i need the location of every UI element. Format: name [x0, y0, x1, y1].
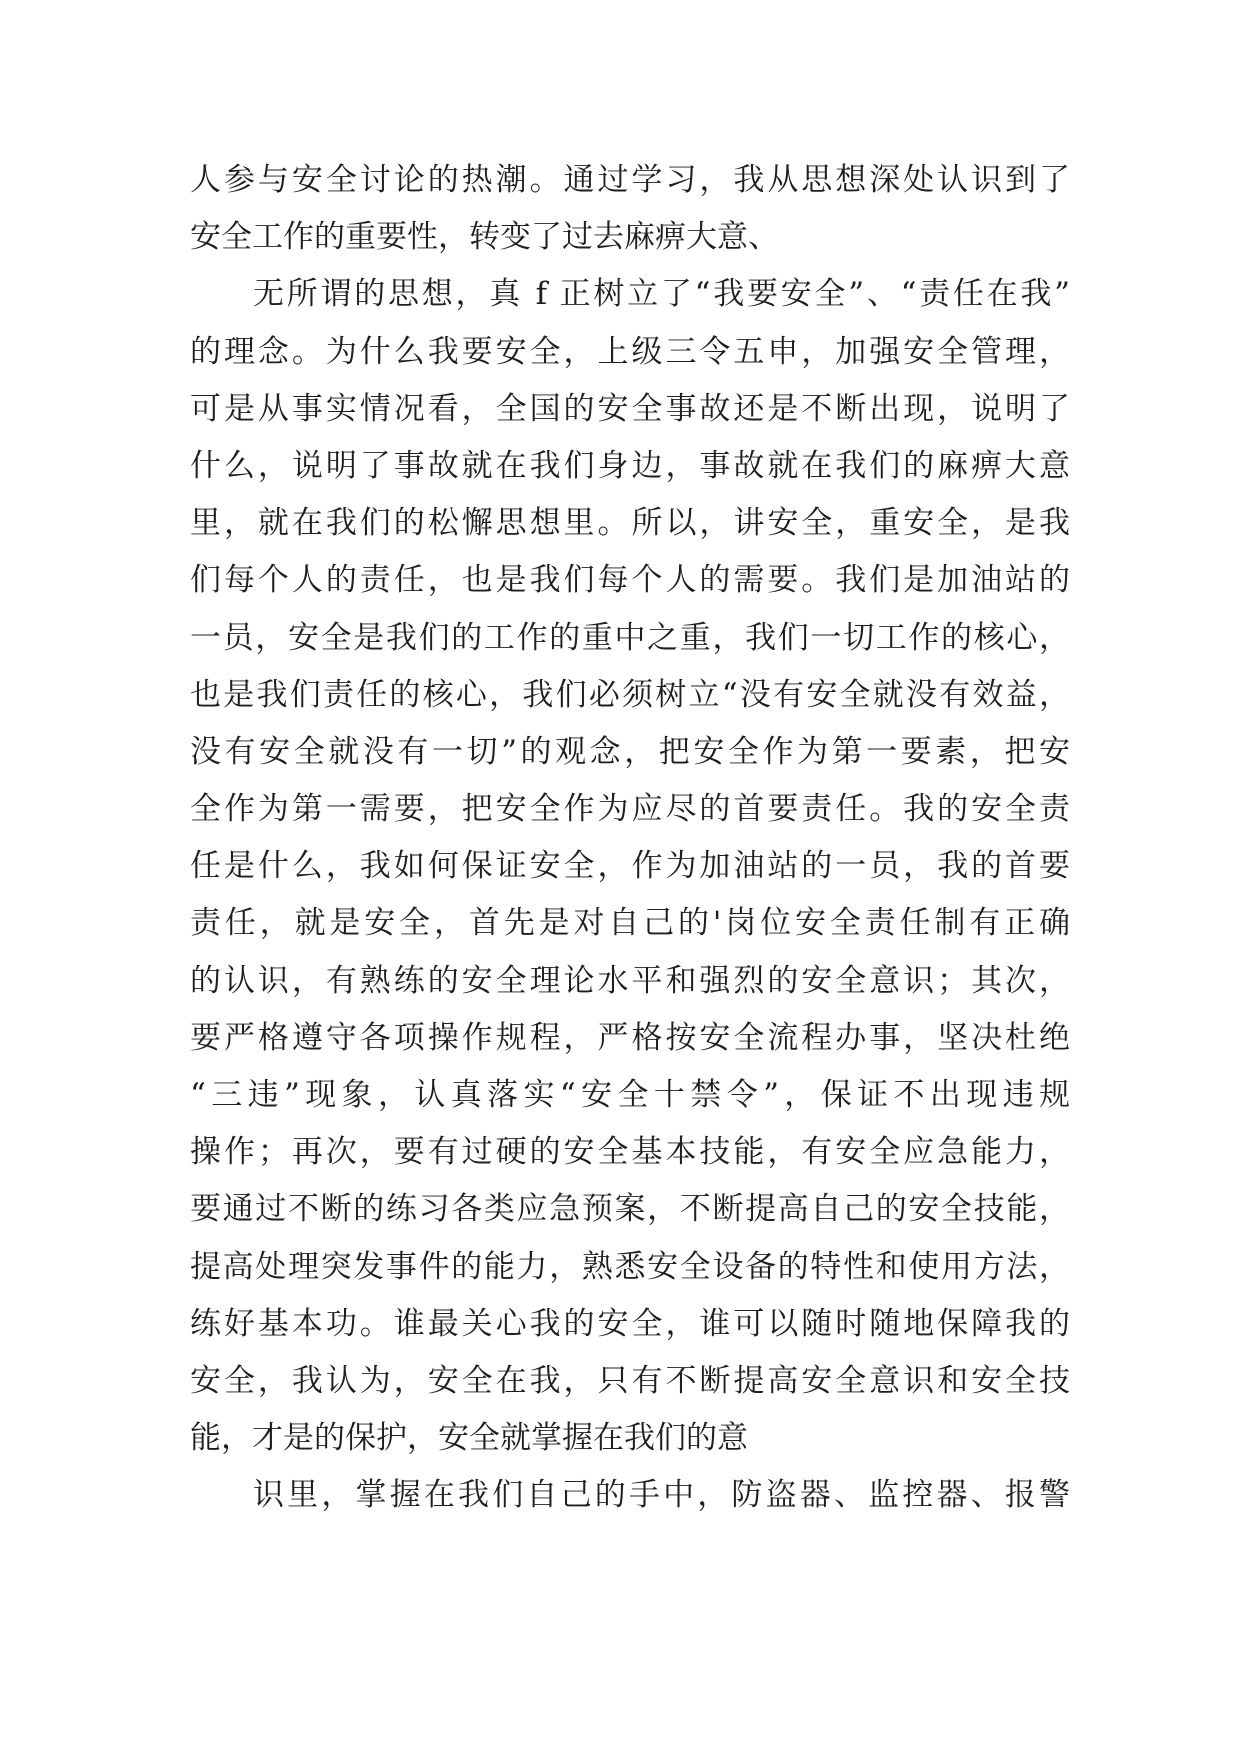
text-line: 无所谓的思想，真 f 正树立了“我要安全”、“责任在我”	[253, 276, 1070, 313]
text-line: 的理念。为什么我要安全，上级三令五申，加强安全管理，	[190, 333, 1070, 370]
text-line: 练好基本功。谁最关心我的安全，谁可以随时随地保障我的	[190, 1305, 1070, 1342]
text-line: 可是从事实情况看，全国的安全事故还是不断出现，说明了	[190, 390, 1070, 427]
text-line: 责任，就是安全，首先是对自己的'岗位安全责任制有正确	[190, 905, 1070, 942]
text-line: 的认识，有熟练的安全理论水平和强烈的安全意识；其次，	[190, 962, 1070, 999]
text-line: 识里，掌握在我们自己的手中，防盗器、监控器、报警	[253, 1477, 1070, 1514]
text-line: 要通过不断的练习各类应急预案，不断提高自己的安全技能，	[190, 1191, 1070, 1228]
text-line: “三违”现象，认真落实“安全十禁令”，保证不出现违规	[190, 1077, 1070, 1113]
text-line: 人参与安全讨论的热潮。通过学习，我从思想深处认识到了	[190, 162, 1070, 198]
text-line: 里，就在我们的松懈思想里。所以，讲安全，重安全，是我	[190, 505, 1070, 542]
text-line: 任是什么，我如何保证安全，作为加油站的一员，我的首要	[190, 848, 1070, 885]
text-line: 提高处理突发事件的能力，熟悉安全设备的特性和使用方法，	[190, 1248, 1070, 1285]
text-line: 也是我们责任的核心，我们必须树立“没有安全就没有效益，	[190, 676, 1070, 713]
text-line: 什么，说明了事故就在我们身边，事故就在我们的麻痹大意	[190, 447, 1070, 484]
text-line: 能，才是的保护，安全就掌握在我们的意	[190, 1420, 748, 1457]
text-line: 操作；再次，要有过硬的安全基本技能，有安全应急能力，	[190, 1134, 1070, 1171]
body-text	[190, 152, 1070, 1525]
text-line: 没有安全就没有一切”的观念，把安全作为第一要素，把安	[190, 733, 1070, 770]
text-line: 要严格遵守各项操作规程，严格按安全流程办事，坚决杜绝	[190, 1019, 1070, 1056]
text-line: 全作为第一需要，把安全作为应尽的首要责任。我的安全责	[190, 791, 1070, 828]
text-line: 安全，我认为，安全在我，只有不断提高安全意识和安全技	[190, 1362, 1070, 1399]
text-line: 们每个人的责任，也是我们每个人的需要。我们是加油站的	[190, 562, 1070, 599]
text-line: 一员，安全是我们的工作的重中之重，我们一切工作的核心，	[190, 619, 1070, 656]
text-line: 安全工作的重要性，转变了过去麻痹大意、	[190, 219, 779, 256]
